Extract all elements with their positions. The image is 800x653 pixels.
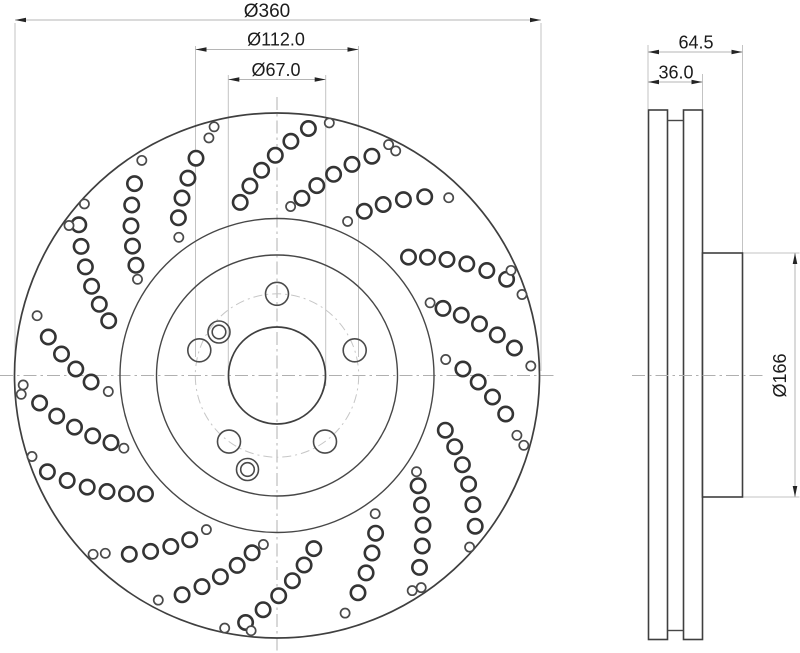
drilled-hole (408, 586, 417, 595)
drilled-hole (284, 134, 298, 148)
drilled-hole (104, 435, 118, 449)
drilled-hole (133, 275, 142, 284)
drilled-hole (376, 197, 390, 211)
drilled-hole (60, 473, 74, 487)
drilled-hole (490, 328, 504, 342)
dimension-outer-diameter (15, 1, 541, 22)
drilled-hole (412, 467, 421, 476)
drilled-hole (359, 566, 373, 580)
drilled-hole (401, 250, 415, 264)
drilled-hole (416, 518, 430, 532)
drilled-hole (164, 539, 178, 553)
drilled-hole (412, 560, 426, 574)
dim-label-bolt-circle: Ø112.0 (247, 29, 305, 50)
arrowhead-up (793, 253, 798, 264)
rotor-plate-right (684, 110, 703, 640)
drilled-hole (365, 546, 379, 560)
drilled-hole (154, 596, 163, 605)
drilled-hole (101, 549, 110, 558)
bolt-hole (343, 339, 366, 362)
drilled-hole (32, 396, 46, 410)
drilled-hole (67, 420, 81, 434)
arrowhead-left (648, 50, 659, 55)
drilled-hole (295, 191, 309, 205)
arrowhead-right (530, 18, 541, 23)
drilled-hole (396, 192, 410, 206)
drilled-hole (137, 156, 146, 165)
drilled-hole (351, 586, 365, 600)
drilled-hole (461, 477, 475, 491)
drilled-hole (174, 233, 183, 242)
drilled-hole (143, 544, 157, 558)
arrowhead-left (648, 80, 659, 85)
drilled-hole (119, 487, 133, 501)
drilled-hole (415, 539, 429, 553)
drilled-hole (129, 258, 143, 272)
drilled-hole (19, 380, 28, 389)
drilled-hole (512, 431, 521, 440)
drilled-hole (485, 390, 499, 404)
dimension-bolt-circle (196, 30, 359, 52)
drilled-hole (440, 252, 454, 266)
drilled-hole (417, 583, 426, 592)
drilled-hole (426, 298, 435, 307)
drilled-hole (33, 311, 42, 320)
drilled-hole (84, 375, 98, 389)
dim-label-hat-diameter: Ø166 (770, 353, 790, 398)
drilled-hole (243, 179, 257, 193)
drilled-hole (268, 148, 282, 162)
drilled-hole (233, 195, 247, 209)
arrowhead-down (793, 486, 798, 497)
dimension-overall-width (648, 33, 743, 55)
arrowhead-right (348, 47, 359, 52)
drilled-hole (460, 257, 474, 271)
drilled-hole (256, 603, 270, 617)
drilled-hole (468, 519, 482, 533)
drilled-hole (436, 301, 450, 315)
drilled-hole (444, 193, 453, 202)
drilled-hole (343, 217, 352, 226)
drilled-hole (286, 202, 295, 211)
drilled-hole (297, 558, 311, 572)
arrowhead-right (315, 77, 326, 82)
arrowhead-left (196, 47, 207, 52)
drilled-hole (465, 543, 474, 552)
drilled-hole (438, 423, 452, 437)
drilled-hole (517, 290, 526, 299)
drilled-hole (466, 497, 480, 511)
drilled-hole (456, 362, 470, 376)
drilled-holes-group (17, 118, 536, 635)
drilled-hole (418, 190, 432, 204)
drilled-hole (138, 487, 152, 501)
drilled-hole (204, 133, 213, 142)
drilled-hole (507, 341, 521, 355)
drilled-hole (210, 122, 219, 131)
arrowhead-left (15, 18, 26, 23)
drilled-hole (80, 199, 89, 208)
drilled-hole (100, 484, 114, 498)
drilled-hole (455, 458, 469, 472)
drilled-hole (92, 297, 106, 311)
drilled-hole (480, 263, 494, 277)
locating-screw-hole (237, 459, 259, 481)
drilled-hole (307, 541, 321, 555)
drilled-hole (230, 558, 244, 572)
drilled-hole (102, 314, 116, 328)
dimension-center-bore (228, 60, 325, 82)
drilled-hole (365, 149, 379, 163)
drilled-hole (325, 118, 334, 127)
drilled-hole (78, 260, 92, 274)
drilled-hole (89, 550, 98, 559)
drilled-hole (125, 198, 139, 212)
drilled-hole (414, 498, 428, 512)
drilled-hole (245, 546, 259, 560)
drilled-hole (448, 440, 462, 454)
drilled-hole (122, 547, 136, 561)
drilled-hole (202, 525, 211, 534)
drilled-hole (69, 362, 83, 376)
drilled-hole (519, 441, 528, 450)
drilled-hole (254, 163, 268, 177)
dim-label-center-bore: Ø67.0 (251, 60, 301, 80)
drilled-hole (74, 239, 88, 253)
drilled-hole (499, 407, 513, 421)
drilled-hole (119, 444, 128, 453)
drilled-hole (80, 480, 94, 494)
drilled-hole (50, 409, 64, 423)
drilled-hole (301, 121, 315, 135)
dimension-hat-diameter (770, 253, 797, 497)
drilled-hole (441, 355, 450, 364)
drilled-hole (54, 347, 68, 361)
drilled-hole (183, 533, 197, 547)
arrowhead-left (228, 77, 239, 82)
drilled-hole (127, 176, 141, 190)
dim-label-overall-width: 64.5 (678, 32, 714, 53)
drilled-hole (41, 330, 55, 344)
drilled-hole (124, 219, 138, 233)
locating-screw-hole (208, 321, 230, 343)
drilled-hole (272, 589, 286, 603)
drilled-hole (454, 308, 468, 322)
drilled-hole (506, 266, 515, 275)
dimension-disc-thickness (648, 63, 703, 85)
drilled-hole (175, 588, 189, 602)
drilled-hole (472, 317, 486, 331)
drilled-hole (326, 167, 340, 181)
drilled-hole (64, 221, 73, 230)
drilled-hole (86, 429, 100, 443)
drilled-hole (357, 204, 371, 218)
drilled-hole (195, 579, 209, 593)
bolt-hole (188, 339, 211, 362)
drilled-hole (368, 526, 382, 540)
drilled-hole (17, 390, 26, 399)
drilled-hole (341, 609, 350, 618)
drilled-hole (125, 239, 139, 253)
drilled-hole (247, 626, 256, 635)
drilled-hole (220, 624, 229, 633)
drilled-hole (285, 574, 299, 588)
drilled-hole (181, 171, 195, 185)
drilled-hole (259, 540, 268, 549)
dim-label-outer-diameter: Ø360 (243, 1, 291, 22)
arrowhead-right (732, 50, 743, 55)
drilled-hole (391, 146, 400, 155)
dim-label-disc-thickness: 36.0 (658, 62, 694, 83)
side-view (632, 33, 800, 640)
drilled-hole (213, 570, 227, 584)
drilled-hole (175, 191, 189, 205)
drilled-hole (104, 387, 113, 396)
drilled-hole (420, 250, 434, 264)
drilled-hole (371, 509, 380, 518)
drilled-hole (27, 452, 36, 461)
drilled-hole (411, 479, 425, 493)
rotor-plate-left (649, 110, 668, 640)
front-view (0, 1, 556, 651)
drilled-hole (40, 465, 54, 479)
drilled-hole (526, 361, 535, 370)
drilled-hole (171, 211, 185, 225)
drilled-hole (84, 279, 98, 293)
drilled-hole (189, 151, 203, 165)
drilled-hole (471, 375, 485, 389)
drilled-hole (310, 178, 324, 192)
drilled-hole (345, 157, 359, 171)
